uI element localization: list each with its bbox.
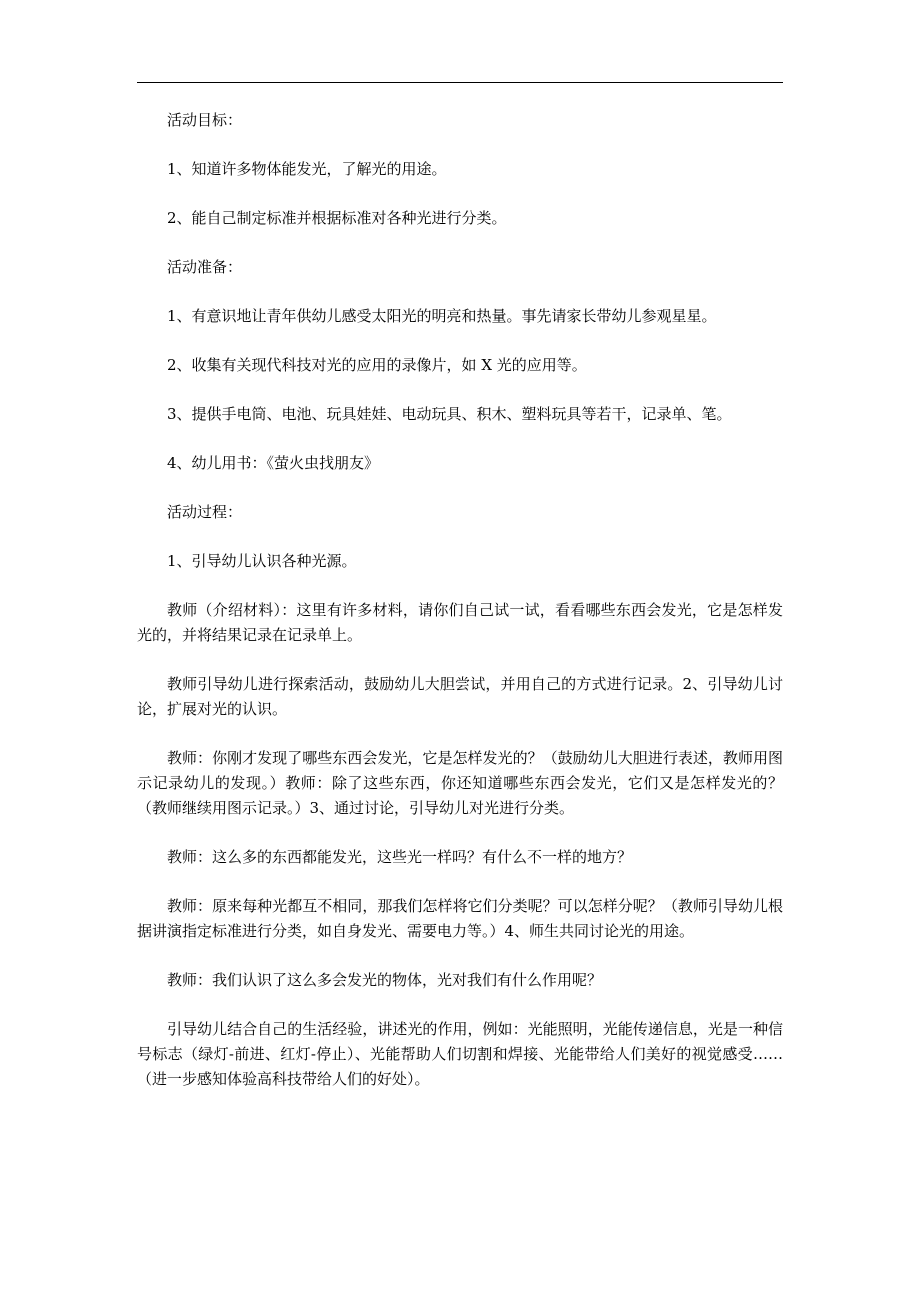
body-paragraph: 引导幼儿结合自己的生活经验，讲述光的作用，例如：光能照明，光能传递信息，光是一种信号标志（绿灯-前进、红灯-停止）、光能帮助人们切割和焊接、光能带给人们美好的视觉感受……（进一步感知体验高科技带给人们的好处）。	[137, 1020, 783, 1088]
process-step: 1、引导幼儿认识各种光源。	[167, 552, 357, 570]
body-paragraph: 教师：你刚才发现了哪些东西会发光，它是怎样发光的？（鼓励幼儿大胆进行表述，教师用图示记录幼儿的发现。）教师：除了这些东西，你还知道哪些东西会发光，它们又是怎样发光的？（教师继续用图示记录。）3、通过讨论，引导幼儿对光进行分类。	[137, 749, 783, 817]
goal-item: 2、能自己制定标准并根据标准对各种光进行分类。	[167, 209, 507, 227]
body-paragraph: 教师：这么多的东西都能发光，这些光一样吗？有什么不一样的地方？	[167, 848, 633, 866]
document-body	[137, 108, 783, 1116]
preparation-item: 1、有意识地让青年供幼儿感受太阳光的明亮和热量。事先请家长带幼儿参观星星。	[167, 307, 717, 325]
goal-item: 1、知道许多物体能发光，了解光的用途。	[167, 160, 447, 178]
heading-activity-goals: 活动目标：	[167, 111, 243, 129]
heading-activity-preparation: 活动准备：	[167, 258, 243, 276]
preparation-item: 3、提供手电筒、电池、玩具娃娃、电动玩具、积木、塑料玩具等若干，记录单、笔。	[167, 405, 732, 423]
body-paragraph: 教师：原来每种光都互不相同，那我们怎样将它们分类呢？可以怎样分呢？（教师引导幼儿根据讲演指定标准进行分类，如自身发光、需要电力等。）4、师生共同讨论光的用途。	[137, 897, 783, 940]
body-paragraph: 教师（介绍材料）：这里有许多材料，请你们自己试一试，看看哪些东西会发光，它是怎样发光的，并将结果记录在记录单上。	[137, 601, 783, 644]
preparation-item: 2、收集有关现代科技对光的应用的录像片，如 X 光的应用等。	[167, 356, 587, 374]
heading-activity-process: 活动过程：	[167, 503, 243, 521]
body-paragraph: 教师引导幼儿进行探索活动，鼓励幼儿大胆尝试，并用自己的方式进行记录。2、引导幼儿讨论，扩展对光的认识。	[137, 675, 783, 718]
preparation-item: 4、幼儿用书：《萤火虫找朋友》	[167, 454, 380, 472]
header-rule	[137, 82, 783, 83]
body-paragraph: 教师：我们认识了这么多会发光的物体，光对我们有什么作用呢？	[167, 971, 603, 989]
